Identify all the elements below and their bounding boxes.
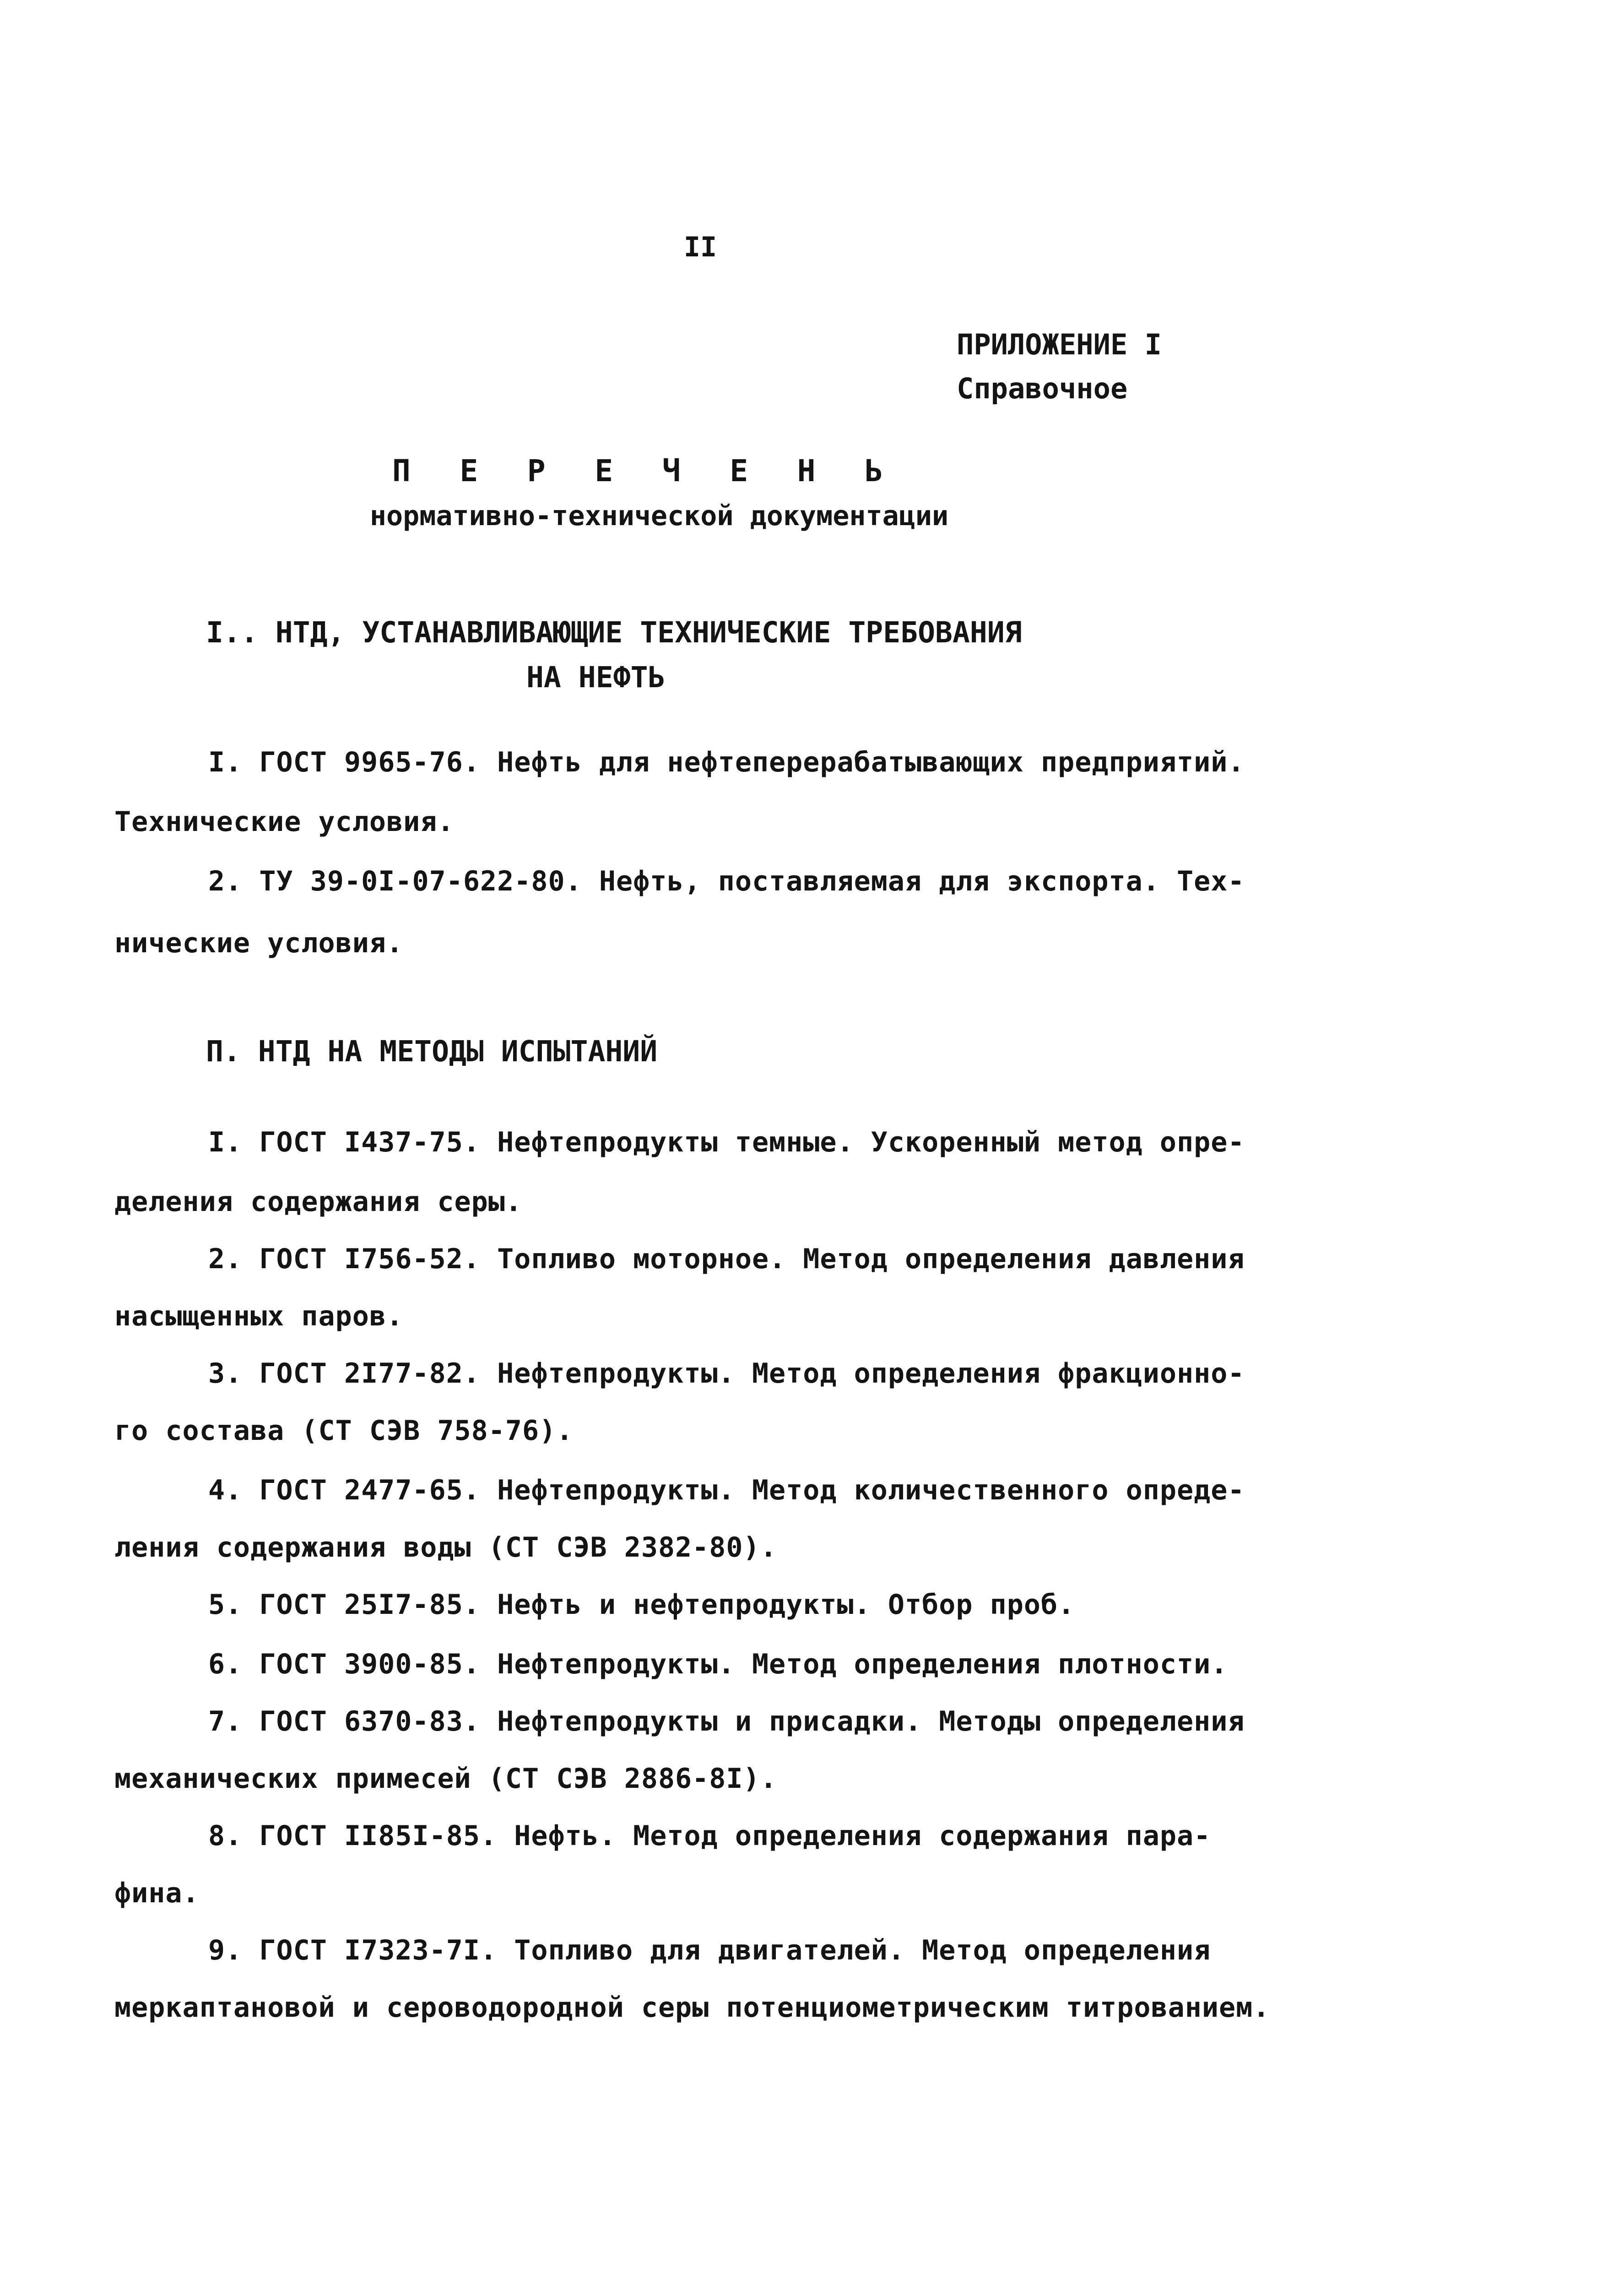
section-1-item-2-line-1: 2. ТУ 39-0I-07-622-80. Нефть, поставляемая для экспорта. Тех- <box>208 865 1245 897</box>
page-number: II <box>683 231 717 263</box>
section-1-item-1-line-1: I. ГОСТ 9965-76. Нефть для нефтеперерабатывающих предприятий. <box>208 746 1245 778</box>
section-2-item-4-line-1: 4. ГОСТ 2477-65. Нефтепродукты. Метод количественного опреде- <box>208 1474 1245 1506</box>
section-2-item-3-line-2: го состава (СТ СЭВ 758-76). <box>114 1415 574 1447</box>
section-1-heading-line-2: НА НЕФТЬ <box>526 661 666 694</box>
section-1-item-1-line-2: Технические условия. <box>114 806 455 838</box>
document-subtitle: нормативно-технической документации <box>369 500 949 532</box>
section-2-item-9-line-1: 9. ГОСТ I7323-7I. Топливо для двигателей. Метод определения <box>208 1934 1211 1966</box>
appendix-label: ПРИЛОЖЕНИЕ I <box>957 328 1162 361</box>
section-2-item-2-line-1: 2. ГОСТ I756-52. Топливо моторное. Метод определения давления <box>208 1243 1245 1275</box>
section-1-item-2-line-2: нические условия. <box>114 927 404 959</box>
section-1-heading-line-1: I.. НТД, УСТАНАВЛИВАЮЩИЕ ТЕХНИЧЕСКИЕ ТРЕБОВАНИЯ <box>206 616 1022 649</box>
section-2-item-8-line-2: фина. <box>114 1877 200 1909</box>
section-2-item-6-line-1: 6. ГОСТ 3900-85. Нефтепродукты. Метод определения плотности. <box>208 1648 1228 1680</box>
section-2-item-1-line-2: деления содержания серы. <box>114 1186 522 1218</box>
appendix-block <box>957 323 1162 411</box>
section-2-item-7-line-1: 7. ГОСТ 6370-83. Нефтепродукты и присадки. Методы определения <box>208 1705 1245 1737</box>
section-2-item-2-line-2: насыщенных паров. <box>114 1300 404 1332</box>
section-2-item-7-line-2: механических примесей (СТ СЭВ 2886-8I). <box>114 1763 777 1795</box>
section-2-heading: П. НТД НА МЕТОДЫ ИСПЫТАНИЙ <box>206 1035 658 1068</box>
section-2-item-9-line-2: меркаптановой и сероводородной серы потенциометрическим титрованием. <box>114 1992 1270 2024</box>
section-2-item-3-line-1: 3. ГОСТ 2I77-82. Нефтепродукты. Метод определения фракционно- <box>208 1357 1245 1390</box>
section-2-item-4-line-2: ления содержания воды (СТ СЭВ 2382-80). <box>114 1531 777 1563</box>
document-title: П Е Р Е Ч Е Н Ь <box>392 453 899 489</box>
section-2-item-1-line-1: I. ГОСТ I437-75. Нефтепродукты темные. Ускоренный метод опре- <box>208 1126 1245 1158</box>
section-2-item-5-line-1: 5. ГОСТ 25I7-85. Нефть и нефтепродукты. Отбор проб. <box>208 1589 1075 1621</box>
section-2-item-8-line-1: 8. ГОСТ II85I-85. Нефть. Метод определения содержания пара- <box>208 1820 1211 1852</box>
appendix-type: Справочное <box>957 372 1128 405</box>
